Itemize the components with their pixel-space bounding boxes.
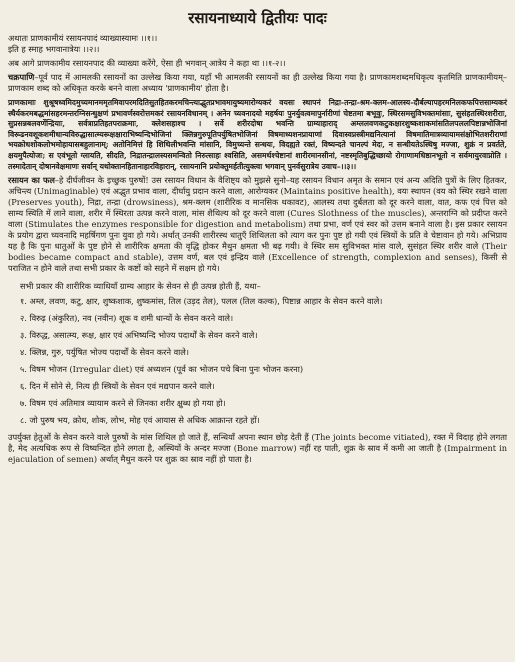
list-item: १. अम्ल, लवण, कटु, क्षार, शुष्कशाक, शुष्कमांस, तिल (उड़द तेल), पलल (तिल कल्क), पिष्टान्न आहार के सेवन करने वाले। [20,296,383,307]
sutra-line-2: इति ह स्माह भगवानात्रेयः ।।२।। [8,44,100,54]
list-item: २. विरुढ़ (अंकुरित), नव (नवीन) शूक व शमी धान्यों के सेवन करने वाले। [20,313,234,324]
chapter-title: रसायनाध्याये द्वितीयः पादः [188,9,327,27]
pranakamah-label: प्राणकामाः [8,98,36,107]
chakrapani-label: चक्रपाणि [8,72,35,82]
sutra-block [8,33,507,55]
list-item: ८. जो पुरुष भय, क्रोध, शोक, लोभ, मोह एवं आयास से अधिक आक्रान्त रहते हों। [20,415,260,426]
list-item: ४. क्लिन्न, गुरु, पर्युषित भोज्य पदार्थों के सेवन करने वाले। [20,347,189,358]
causes-intro: सभी प्रकार की शारीरिक व्याधियाँ ग्राम्य आहार के सेवन से ही उत्पन्न होती हैं, यथा– [20,281,261,292]
sutra-line-1: अथातः प्राणकामीयं रसायनपादं व्याख्यास्यामः ।।१।। [8,33,158,43]
phala-label: रसायन का फल [8,175,55,186]
chakrapani-text: –पूर्व पाद में आमलकी रसायनों का उल्लेख किया गया, यहाँ भी आमलकी रसायनों का ही उल्लेख किया गया है। प्राणकामशब्दमधिकृत्य कृतमिति प्राणकामीयम्–प्राणकाम शब्द को अधिकृत करके बनने वाला अध्याय 'प्राणकामीय' होता है। [8,72,507,93]
list-item: ६. दिन में सोने से, नित्य ही स्त्रियों के सेवन एवं मद्यपान करने वाले। [20,381,215,392]
final-paragraph: उपर्युक्त हेतुओं के सेवन करने वाले पुरुषों के मांस शिथिल हो जाते हैं, सन्धियाँ अपना स्थान छोड़ देती हैं (The joints become vitiated), रक्त में विदाह होने लगता है, मेद अत्यधिक रूप से विष्यन्दित होने लगता है, अस्थियों के अन्दर मज्जा (Bone marrow) नहीं रह पाती, शुक्र के स्राव में कमी आ जाती है (Impairment in ejaculation of semen) अर्थात् मैथुन करने पर शुक्र का स्राव नहीं हो पाता है। [8,432,507,465]
pranakamah-text: शुश्रूषध्वमिदमुच्यमानममृतमिवापरमदितिसुतहितकरमचिन्त्याद्भुतप्रभावमायुष्यमारोग्यकरं वयसः स्थापनं निद्रा-तन्द्रा-श्रम-क्लम-आलस्य-दौर्बल्यापहरमनिलकफपित्तसाम्यकरं स्थैर्यकरमबद्धमांसहरमन्तरग्निसन्धुक्षणं प्रभावर्णस्वरोत्तमकरं रसायनविधानम् । अनेन च्यवनादयो महर्षयः पुनर्युवत्वमापुर्नारीणां चेष्टतमा बभूवुः, स्थिरसमसुविभक्तमांसाः, सुसंहतस्थिरशरीराः, सुप्रसन्नबलवर्णेन्द्रियाः, सर्वत्राप्रतिहतपराक्रमाः, क्लेशसहाश्च । सर्वे शरीरदोषा भवन्ति ग्राम्याहाराद् अम्ललवणकटुकक्षारशुष्कशाकमांसतिलपललपिष्टान्नभोजिनां विरूढनवशूकशमीधान्यविरुद्धासात्म्यरूक्षक्षाराभिष्यन्दिभोजिनां क्लिन्नगुरुपूतिपर्युषितभोजिनां विषमाध्यशनप्रायाणां दिवास्वप्नस्त्रीमद्यनित्यानां विषमातिमात्रव्यायामसंक्षोभितशरीराणां भयक्रोधशोकलोभमोहायासबहुलानाम्; अतोनिमित्तं हि शिथिलीभवन्ति मांसानि, विमुच्यन्ते सन्धयः, विदह्यते रक्तं, विष्यन्दते चानल्पं मेदः, न सन्धीयतेऽस्थिषु मज्जा, शुक्रं न प्रवर्तते, क्षयमुपैत्योजः; स एवंभूतो ग्लायति, सीदति, निद्रातन्द्रालस्यसमन्वितो निरुत्साहः श्वसिति, असमर्थश्चेष्टानां शारीरमानसीनां, नष्टस्मृतिबुद्धिच्छायो रोगाणामधिष्ठानभूतो न सर्वमायुरवाप्नोति । तस्मादेतान् दोषानवेक्षमाणः सर्वान् यथोक्तानहितानाहारविहारान्, रसायनानि प्रयोक्तुमर्हतीत्युक्त्वा भगवान् पुनर्वसुरात्रेय उवाच–।।३।। [8,98,507,171]
list-item: ५. विषम भोजन (Irregular diet) एवं अध्यशन (पूर्व का भोजन पचे बिना पुनः भोजन करना) [20,364,304,375]
list-item: ३. विरुद्ध, असात्म्य, रूक्ष, क्षार एवं अभिष्यन्दि भोज्य पदार्थों के सेवन करने वाले। [20,330,258,341]
list-item: ७. विषम एवं अतिमात्र व्यायाम करने से जिनका शरीर क्षुब्ध हो गया हो। [20,398,226,409]
rasayana-phala [8,175,507,274]
phala-text: –हे दीर्घजीवन के इच्छुक पुरुषों! उस रसायन विधान के वैशिष्ट्य को मुझसे सुनो–यह रसायन विधान अमृत के समान एवं अन्य अदिति पुत्रों के लिए हितकर, अचिन्त्य (Unimaginable) एवं अद्भुत प्रभाव वाला, दीर्घायु प्रदान करने वाला, आरोग्यकर (Maintains positive health), वयः स्थापन (वय को स्थिर रखने वाला (Preserves youth), निद्रा, तन्द्रा (drowsiness), श्रम-क्लम (शारीरिक व मानसिक थकावट), आलस्य तथा दुर्बलता को दूर करने वाला, वात, कफ एवं पित्त को साम्य स्थिति में लाने वाला, शरीर में स्थिरता उत्पन्न करने वाला, मांस शैथिल्य को दूर करने वाला (Cures Slothness of the muscles), अन्तराग्नि को प्रदीप्त करने वाला (Stimulates the enzymes responsible for digestion and metabolism) तथा प्रभा, वर्ण एवं स्वर को उत्तम बनाने वाला है। इस प्रकार रसायन के प्रयोग द्वारा च्यवनादि महर्षिगण पुनः युवा हो गये। अर्थात् उनकी शारीरस्थ धातुएँ शिथिलता को त्याग कर पुनः पुष्ट हो गयी एवं स्त्रियों के प्रति वे चेष्टावान हो गये। अभिप्राय यह है कि पुनः धातुओं के पुष्ट होने से शारीरिक क्षमता की वृद्धि होकर मैथुन क्षमता भी बढ़ गयी। वे स्थिर सम सुविभक्त मांस वाले, सुसंहत स्थिर शरीर वाले (Their bodies became compact and stable), उत्तम वर्ण, बल एवं इन्द्रिय वाले (Excellence of strength, complexion and senses), किसी से पराजित न होने वाले तथा सभी प्रकार के कष्टों को सहने में सक्षम हो गये। [8,175,507,274]
chakrapani-commentary [8,72,507,94]
hindi-intro: अब आगे प्राणकामीय रसायनपाद की व्याख्या करेंगे, ऐसा ही भगवान् आत्रेय ने कहा था ।।१-२।। [8,58,286,68]
sanskrit-passage [8,98,507,172]
causes-list [8,296,507,426]
